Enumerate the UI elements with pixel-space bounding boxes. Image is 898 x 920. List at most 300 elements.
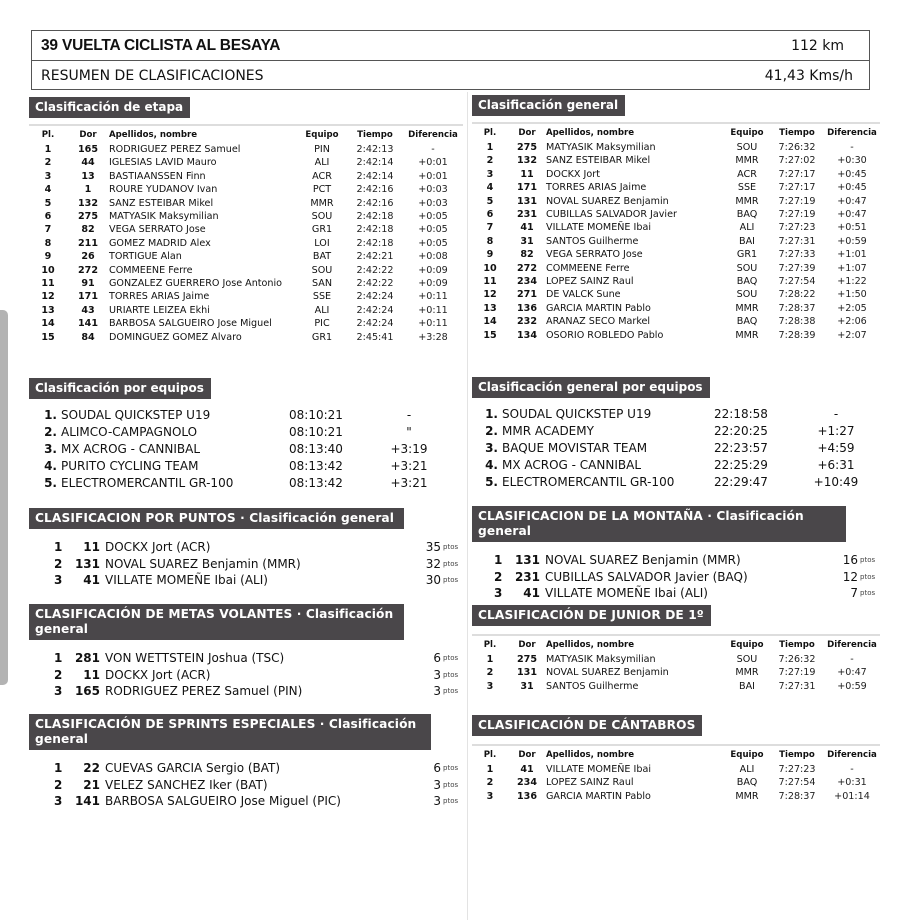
points-list [494,552,878,602]
points-row [54,556,461,573]
cell-pl: 2 [486,155,494,167]
rider-name: CUEVAS GARCIA Sergio (BAT) [105,761,281,775]
cell-diff: +0:11 [418,304,448,316]
cell-diff: +0:59 [837,680,867,692]
cell-name: BASTIAANSSEN Finn [109,170,206,182]
cell-diff: +2:06 [837,316,867,328]
cell-team: BAQ [736,209,758,221]
column-header-pl: Pl. [472,123,508,141]
cell-dor: 234 [516,276,538,288]
results-table [472,744,880,803]
cell-time: 7:27:54 [778,276,816,288]
points-unit: ptos [860,589,876,597]
cell-dor: 41 [520,222,534,234]
team-name: ELECTROMERCANTIL GR-100 [502,475,675,489]
cell-pl: 7 [486,222,494,234]
team-time: 22:29:47 [714,475,768,489]
cell-time: 2:42:22 [356,264,394,276]
table-row [29,317,463,330]
cell-team: ALI [314,304,330,316]
cell-pl: 14 [483,316,497,328]
team-difference: " [406,425,412,439]
cell-dor: 44 [81,157,95,169]
cell-name: OSORIO ROBLEDO Pablo [546,329,664,341]
cell-name: RODRIGUEZ PEREZ Samuel [109,144,241,155]
cell-pl: 13 [483,302,497,314]
cell-pl: 13 [41,304,55,316]
rider-dorsal: 41 [523,586,540,600]
cell-team: BAQ [736,777,758,789]
cell-dor: 11 [520,168,534,180]
cell-diff: - [850,142,854,153]
cell-time: 7:26:32 [778,654,816,665]
cell-name: SANZ ESTEIBAR Mikel [546,155,651,167]
cell-name: GARCIA MARTIN Pablo [546,302,651,314]
column-header-diff: Diferencia [824,635,880,653]
rider-name: VON WETTSTEIN Joshua (TSC) [105,651,285,665]
cell-pl: 1 [44,144,52,155]
cell-time: 2:42:24 [356,318,394,330]
cell-time: 7:27:23 [778,764,816,775]
cell-dor: 231 [516,209,538,221]
rider-dorsal: 131 [514,553,540,567]
cell-diff: +2:05 [837,302,867,314]
cell-time: 2:42:13 [356,144,394,155]
table-row [472,653,880,666]
cell-diff: +0:09 [418,264,448,276]
cell-time: 7:28:38 [778,316,816,328]
cell-pl: 14 [41,318,55,330]
table-row [472,329,880,342]
cell-diff: +0:30 [837,155,867,167]
team-position: 4. [44,459,57,473]
rider-name: VILLATE MOMEÑE Ibai (ALI) [545,586,708,600]
cell-team: MMR [310,197,334,209]
cell-diff: +0:03 [418,184,448,196]
rider-position: 3 [54,684,63,698]
cell-name: TORRES ARIAS Jaime [546,182,647,194]
cell-pl: 1 [486,142,494,153]
table-row [29,223,463,236]
table-row [472,790,880,803]
points-value: 3 [433,684,441,698]
table-row [29,290,463,303]
team-list [39,407,439,492]
table-row [472,763,880,776]
points-unit: ptos [860,572,876,581]
cell-time: 7:27:19 [778,667,816,679]
cell-pl: 10 [41,264,55,276]
cell-dor: 13 [81,170,95,182]
cell-pl: 2 [486,667,494,679]
cell-diff: +0:47 [837,209,867,221]
cell-name: MATYASIK Maksymilian [109,211,219,223]
rider-position: 1 [54,540,63,554]
rider-position: 1 [54,651,63,665]
cell-name: BARBOSA SALGUEIRO Jose Miguel [109,318,272,330]
rider-position: 1 [54,761,63,775]
cell-time: 2:42:18 [356,211,394,223]
column-header-time: Tiempo [770,123,824,141]
cell-dor: 132 [516,155,538,167]
team-row [480,440,866,457]
cell-pl: 6 [44,211,52,223]
cell-time: 2:42:22 [356,278,394,290]
cell-pl: 4 [486,182,494,194]
side-scroll-handle[interactable] [0,310,8,685]
cell-pl: 11 [483,276,497,288]
cell-time: 7:27:54 [778,777,816,789]
team-time: 08:13:42 [289,459,343,473]
cell-time: 2:42:24 [356,304,394,316]
team-name: ELECTROMERCANTIL GR-100 [61,476,234,490]
table-header-row [472,745,880,763]
table-row [472,195,880,208]
cell-diff: - [850,764,854,775]
rider-name: VELEZ SANCHEZ Iker (BAT) [105,777,268,792]
cell-team: SOU [736,654,758,665]
table-row [29,264,463,277]
column-header-team: Equipo [724,123,770,141]
team-row [39,441,439,458]
table-row [472,680,880,693]
cell-team: MMR [735,790,759,802]
cell-team: BAI [739,680,755,692]
cell-name: VEGA SERRATO Jose [546,249,643,261]
cell-team: SSE [312,291,332,303]
column-header-name: Apellidos, nombre [109,125,297,143]
cell-diff: +0:31 [837,777,867,789]
cell-diff: +2:07 [837,329,867,341]
table-row [29,277,463,290]
cell-dor: 136 [516,302,538,314]
table-row [29,304,463,317]
team-position: 3. [485,441,498,455]
cell-time: 2:42:16 [356,184,394,196]
cell-team: BAQ [736,276,758,288]
table-row [472,288,880,301]
cell-time: 2:42:21 [356,251,394,263]
column-header-name: Apellidos, nombre [546,745,724,763]
cell-name: GONZALEZ GUERRERO Jose Antonio [109,278,283,290]
column-header-name: Apellidos, nombre [546,123,724,141]
cell-time: 7:26:32 [778,142,816,153]
team-difference: +10:49 [813,475,859,489]
table-row [472,302,880,315]
cell-name: DOMINGUEZ GOMEZ Alvaro [109,331,242,343]
rider-dorsal: 131 [74,556,100,571]
points-value: 16 [842,553,858,567]
cell-pl: 4 [44,184,52,196]
cell-time: 2:42:24 [356,291,394,303]
cell-name: MATYASIK Maksymilian [546,142,656,153]
table-row [472,666,880,679]
section-title: Clasificación general por equipos [472,377,710,398]
rider-dorsal: 141 [74,794,100,808]
cell-time: 7:27:02 [778,155,816,167]
cell-diff: +0:03 [418,197,448,209]
cell-diff: +0:08 [418,251,448,263]
rider-position: 2 [54,777,63,792]
cell-dor: 84 [81,331,95,343]
points-value: 35 [425,540,441,554]
rider-name: DOCKX Jort (ACR) [105,540,211,554]
cell-team: SAN [311,278,332,290]
cell-dor: 136 [516,790,538,802]
points-unit: ptos [443,654,459,662]
cell-diff: +0:45 [837,182,867,194]
cell-diff: +0:51 [837,222,867,234]
points-row [54,760,461,777]
points-value: 30 [425,573,441,587]
team-name: SOUDAL QUICKSTEP U19 [502,407,652,421]
cell-name: DE VALCK Sune [546,289,621,301]
team-position: 3. [44,442,57,456]
cell-diff: +0:47 [837,195,867,207]
team-position: 2. [44,425,57,439]
team-name: SOUDAL QUICKSTEP U19 [61,408,211,422]
team-name: PURITO CYCLING TEAM [61,459,199,473]
cell-time: 7:27:23 [778,222,816,234]
cell-dor: 134 [516,329,538,341]
table-row [472,262,880,275]
team-difference: - [406,408,412,422]
team-row [39,424,439,441]
team-name: MMR ACADEMY [502,424,594,438]
section-title: CLASIFICACION POR PUNTOS · Clasificación general [29,508,404,529]
team-row [480,474,866,491]
cell-team: BAI [739,235,755,247]
cell-pl: 5 [44,197,52,209]
points-row [494,552,878,569]
points-value: 6 [433,761,441,775]
column-divider [467,92,468,920]
cell-team: ACR [312,170,332,182]
team-difference: +1:27 [817,424,855,438]
team-time: 08:13:42 [289,476,343,490]
header-subtitle-row [32,61,869,90]
cell-pl: 15 [483,329,497,341]
points-row [54,667,461,684]
points-value: 32 [425,556,441,571]
cell-name: TORRES ARIAS Jaime [109,291,210,303]
cell-name: SANTOS Guilherme [546,680,639,692]
points-list [54,760,461,810]
table-row [29,156,463,169]
cell-name: GARCIA MARTIN Pablo [546,790,651,802]
team-name: MX ACROG - CANNIBAL [61,442,201,456]
points-row [54,683,461,700]
table-row [472,154,880,167]
team-row [480,406,866,423]
cell-time: 7:27:17 [778,168,816,180]
cell-time: 2:42:14 [356,170,394,182]
cell-dor: 31 [520,235,534,247]
cell-name: LOPEZ SAINZ Raul [546,777,634,789]
cell-dor: 132 [77,197,99,209]
section-title: CLASIFICACIÓN DE JUNIOR DE 1º [472,605,711,626]
cell-pl: 8 [486,235,494,247]
team-name: ALIMCO-CAMPAGNOLO [61,425,198,439]
team-position: 2. [485,424,498,438]
points-row [54,777,461,794]
cell-diff: +0:05 [418,224,448,236]
cell-name: COMMEENE Ferre [546,262,630,274]
section-title: CLASIFICACIÓN DE METAS VOLANTES · Clasificación general [29,604,404,640]
table-row [472,168,880,181]
cell-name: NOVAL SUAREZ Benjamin [546,195,669,207]
cell-team: GR1 [311,331,333,343]
cell-name: TORTIGUE Alan [109,251,182,263]
teams-stage-classification [29,377,439,492]
column-header-dor: Dor [508,745,546,763]
rider-name: CUBILLAS SALVADOR Javier (BAQ) [545,569,748,584]
rider-position: 1 [494,553,503,567]
cell-team: MMR [735,667,759,679]
rider-position: 2 [54,667,63,682]
team-difference: +3:19 [390,442,428,456]
cell-diff: +1:07 [837,262,867,274]
table-row [29,170,463,183]
cell-name: LOPEZ SAINZ Raul [546,276,634,288]
cell-pl: 12 [483,289,497,301]
rider-name: BARBOSA SALGUEIRO Jose Miguel (PIC) [105,794,341,808]
cell-name: VILLATE MOMEÑE Ibai [546,764,652,775]
table-header-row [472,635,880,653]
table-row [472,315,880,328]
team-time: 08:13:40 [289,442,343,456]
cell-time: 7:27:31 [778,680,816,692]
cell-diff: +1:22 [837,276,867,288]
cell-dor: 234 [516,777,538,789]
cell-team: ACR [737,168,757,180]
cell-pl: 10 [483,262,497,274]
rider-name: VILLATE MOMEÑE Ibai (ALI) [105,573,268,587]
team-difference: - [833,407,839,421]
points-classification [29,507,461,589]
cell-dor: 31 [520,680,534,692]
rider-name: RODRIGUEZ PEREZ Samuel (PIN) [105,684,303,698]
table-row [29,183,463,196]
special-sprints-classification [29,714,461,810]
cell-name: CUBILLAS SALVADOR Javier [546,209,677,221]
cell-diff: +0:01 [418,157,448,169]
cell-team: MMR [735,195,759,207]
cell-diff: +0:59 [837,235,867,247]
column-header-pl: Pl. [472,745,508,763]
cell-diff: +0:11 [418,291,448,303]
table-row [472,235,880,248]
points-row [54,650,461,667]
team-position: 1. [44,408,57,422]
cell-team: BAQ [736,316,758,328]
points-unit: ptos [443,797,459,805]
table-row [29,210,463,223]
cell-time: 7:28:22 [778,289,816,301]
cell-diff: - [431,144,435,155]
team-name: BAQUE MOVISTAR TEAM [502,441,648,455]
team-position: 1. [485,407,498,421]
section-title: Clasificación de etapa [29,97,190,118]
points-list [54,650,461,700]
cell-dor: 232 [516,316,538,328]
team-row [39,407,439,424]
points-unit: ptos [443,780,459,789]
cell-diff: +1:01 [837,249,867,261]
table-row [472,208,880,221]
team-difference: +4:59 [817,441,855,455]
team-position: 5. [485,475,498,489]
rider-dorsal: 281 [74,651,100,665]
points-row [54,539,461,556]
rider-dorsal: 165 [74,684,100,698]
points-unit: ptos [443,670,459,679]
race-distance: 112 km [791,37,844,54]
cell-dor: 131 [516,195,538,207]
cell-pl: 3 [486,680,494,692]
cell-team: LOI [314,237,330,249]
cell-pl: 6 [486,209,494,221]
column-header-dor: Dor [67,125,109,143]
flying-goals-classification [29,604,461,700]
points-value: 7 [850,586,858,600]
team-difference: +3:21 [390,459,428,473]
cell-name: VEGA SERRATO Jose [109,224,206,236]
results-table [472,634,880,693]
points-unit: ptos [860,556,876,564]
cell-dor: 131 [516,667,538,679]
rider-dorsal: 11 [83,540,100,554]
team-position: 5. [44,476,57,490]
cell-name: COMMEENE Ferre [109,264,193,276]
cell-dor: 82 [81,224,95,236]
team-time: 22:20:25 [714,424,768,438]
points-row [54,572,461,589]
cell-dor: 271 [516,289,538,301]
rider-name: DOCKX Jort (ACR) [105,667,211,682]
team-time: 08:10:21 [289,408,343,422]
cell-time: 7:27:19 [778,209,816,221]
cell-time: 7:28:37 [778,790,816,802]
cell-name: VILLATE MOMEÑE Ibai [546,222,652,234]
cell-name: MATYASIK Maksymilian [546,654,656,665]
cell-dor: 275 [77,211,99,223]
table-row [472,248,880,261]
cell-time: 2:42:18 [356,237,394,249]
column-header-pl: Pl. [29,125,67,143]
cell-dor: 272 [77,264,99,276]
points-unit: ptos [443,576,459,584]
team-row [39,458,439,475]
table-header-row [472,123,880,141]
cell-time: 2:45:41 [356,331,394,343]
cell-pl: 1 [486,654,494,665]
cell-dor: 26 [81,251,95,263]
cell-team: SOU [311,211,333,223]
team-time: 22:25:29 [714,458,768,472]
table-row [29,197,463,210]
table-header-row [29,125,463,143]
table-row [29,250,463,263]
table-row [472,776,880,789]
column-header-pl: Pl. [472,635,508,653]
cell-pl: 7 [44,224,52,236]
cell-pl: 2 [44,157,52,169]
points-value: 6 [433,651,441,665]
points-value: 3 [433,667,441,682]
rider-dorsal: 41 [83,573,100,587]
table-row [472,181,880,194]
